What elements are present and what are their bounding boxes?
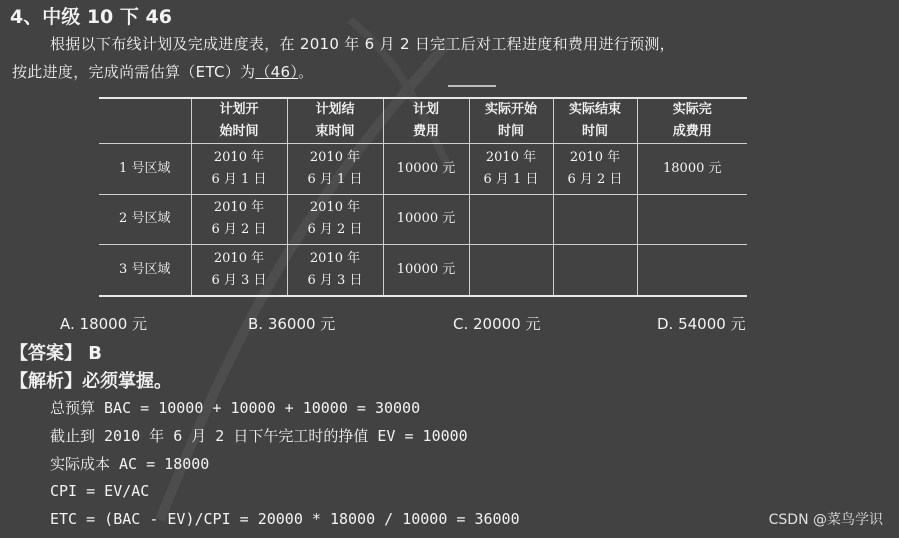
table-header-row bbox=[99, 98, 747, 144]
table-row bbox=[99, 144, 747, 195]
question-text-line1: 根据以下布线计划及完成进度表，在 2010 年 6 月 2 日完工后对工程进度和费用进行预测， bbox=[50, 35, 675, 53]
actual-end-cell bbox=[553, 194, 637, 245]
table-row bbox=[99, 245, 747, 296]
option-c: C. 20000 元 bbox=[453, 315, 541, 333]
analysis-line-ac: 实际成本 AC = 18000 bbox=[50, 455, 210, 473]
plan-start-cell: 2010 年 6 月 1 日 bbox=[191, 144, 287, 195]
region-cell: 3 号区域 bbox=[99, 245, 191, 296]
actual-cost-cell: 18000 元 bbox=[637, 144, 747, 195]
actual-cost-cell bbox=[637, 194, 747, 245]
plan-start-cell: 2010 年 6 月 3 日 bbox=[191, 245, 287, 296]
question-blank: （46） bbox=[255, 63, 299, 81]
actual-start-cell bbox=[469, 194, 553, 245]
option-d: D. 54000 元 bbox=[657, 315, 746, 333]
analysis-line-bac: 总预算 BAC = 10000 + 10000 + 10000 = 30000 bbox=[50, 399, 421, 417]
header-cell-actual-end: 实际结束 时间 bbox=[553, 98, 637, 144]
header-cell-plan-start: 计划开 始时间 bbox=[191, 98, 287, 144]
analysis-line-ev: 截止到 2010 年 6 月 2 日下午完工时的挣值 EV = 10000 bbox=[50, 427, 468, 445]
header-cell-plan-cost: 计划 费用 bbox=[383, 98, 469, 144]
csdn-watermark: CSDN @菜鸟学识 bbox=[768, 512, 883, 528]
option-a: A. 18000 元 bbox=[60, 315, 148, 333]
plan-end-cell: 2010 年 6 月 3 日 bbox=[287, 245, 383, 296]
table-row bbox=[99, 194, 747, 245]
actual-end-cell: 2010 年 6 月 2 日 bbox=[553, 144, 637, 195]
header-cell-actual-start: 实际开始 时间 bbox=[469, 98, 553, 144]
plan-cost-cell: 10000 元 bbox=[383, 144, 469, 195]
option-b: B. 36000 元 bbox=[248, 315, 336, 333]
schedule-table bbox=[99, 97, 747, 297]
analysis-line-cpi: CPI = EV/AC bbox=[50, 482, 150, 500]
plan-start-cell: 2010 年 6 月 2 日 bbox=[191, 194, 287, 245]
question-text-suffix: 。 bbox=[298, 63, 314, 81]
header-cell-actual-cost: 实际完 成费用 bbox=[637, 98, 747, 144]
answer-line: 【答案】 B bbox=[10, 343, 102, 364]
handwritten-underline bbox=[448, 85, 496, 87]
plan-cost-cell: 10000 元 bbox=[383, 245, 469, 296]
plan-end-cell: 2010 年 6 月 1 日 bbox=[287, 144, 383, 195]
schedule-table-container bbox=[99, 97, 747, 297]
analysis-heading: 【解析】必须掌握。 bbox=[10, 371, 172, 392]
analysis-line-etc: ETC = (BAC - EV)/CPI = 20000 * 18000 / 10000 = 36000 bbox=[50, 510, 520, 528]
plan-end-cell: 2010 年 6 月 2 日 bbox=[287, 194, 383, 245]
actual-start-cell: 2010 年 6 月 1 日 bbox=[469, 144, 553, 195]
question-text-prefix: 按此进度，完成尚需估算（ETC）为 bbox=[12, 63, 256, 81]
region-cell: 2 号区域 bbox=[99, 194, 191, 245]
actual-end-cell bbox=[553, 245, 637, 296]
actual-cost-cell bbox=[637, 245, 747, 296]
actual-start-cell bbox=[469, 245, 553, 296]
question-title: 4、中级 10 下 46 bbox=[10, 6, 172, 28]
plan-cost-cell: 10000 元 bbox=[383, 194, 469, 245]
header-cell-empty bbox=[99, 98, 191, 144]
region-cell: 1 号区域 bbox=[99, 144, 191, 195]
question-text-line2 bbox=[12, 61, 313, 82]
header-cell-plan-end: 计划结 束时间 bbox=[287, 98, 383, 144]
